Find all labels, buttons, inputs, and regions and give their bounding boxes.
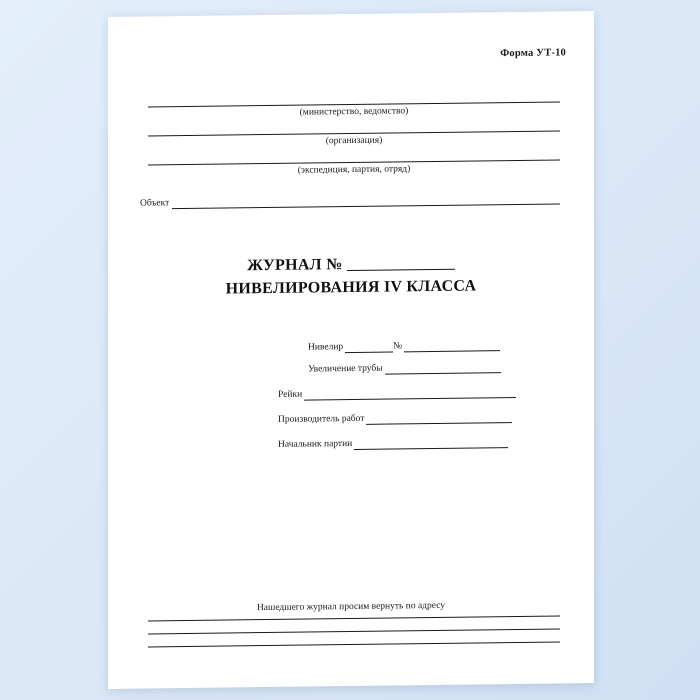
document-page-content <box>108 11 594 689</box>
header-field-expedition <box>148 159 560 178</box>
footer-address-line-1[interactable] <box>148 615 560 621</box>
spec-row-party-chief <box>278 437 508 451</box>
spec-value-works-manager[interactable] <box>366 413 512 425</box>
footer-return-note: Нашедшего журнал просим вернуть по адресу <box>256 600 446 614</box>
spec-row-magnification <box>308 362 501 375</box>
header-field-ministry <box>148 101 560 120</box>
footer-address-line-3[interactable] <box>148 641 560 647</box>
spec-label-level: Нивелир <box>308 342 344 353</box>
spec-row-staves <box>278 387 516 401</box>
object-label: Объект <box>140 198 170 209</box>
header-field-organization-caption: (организация) <box>325 135 383 147</box>
footer-address-line-2[interactable] <box>148 628 560 634</box>
page-title-line-2: НИВЕЛИРОВАНИЯ IV КЛАССА <box>225 277 477 298</box>
spec-label-level-number: № <box>393 341 403 352</box>
spec-label-works-manager: Производитель работ <box>278 413 365 425</box>
document-page <box>108 11 594 689</box>
page-title-journal-prefix: ЖУРНАЛ № <box>247 256 343 275</box>
spec-value-level-number[interactable] <box>404 341 500 352</box>
journal-number-blank[interactable] <box>347 255 455 271</box>
spec-value-staves[interactable] <box>304 388 516 401</box>
header-field-expedition-caption: (экспедиция, партия, отряд) <box>297 164 411 176</box>
spec-value-level-model[interactable] <box>345 342 393 353</box>
object-input-line[interactable] <box>172 194 560 209</box>
spec-value-party-chief[interactable] <box>354 438 508 450</box>
spec-label-party-chief: Начальник партии <box>278 438 353 450</box>
spec-value-magnification[interactable] <box>385 363 501 374</box>
header-field-organization <box>148 130 560 149</box>
spec-row-works-manager <box>278 412 512 426</box>
header-field-ministry-caption: (министерство, ведомство) <box>299 106 409 118</box>
spec-label-staves: Рейки <box>278 389 303 400</box>
object-row <box>140 193 560 209</box>
spec-label-magnification: Увеличение трубы <box>308 363 383 375</box>
form-code-label: Форма УТ-10 <box>500 47 566 60</box>
spec-row-level <box>308 340 500 353</box>
